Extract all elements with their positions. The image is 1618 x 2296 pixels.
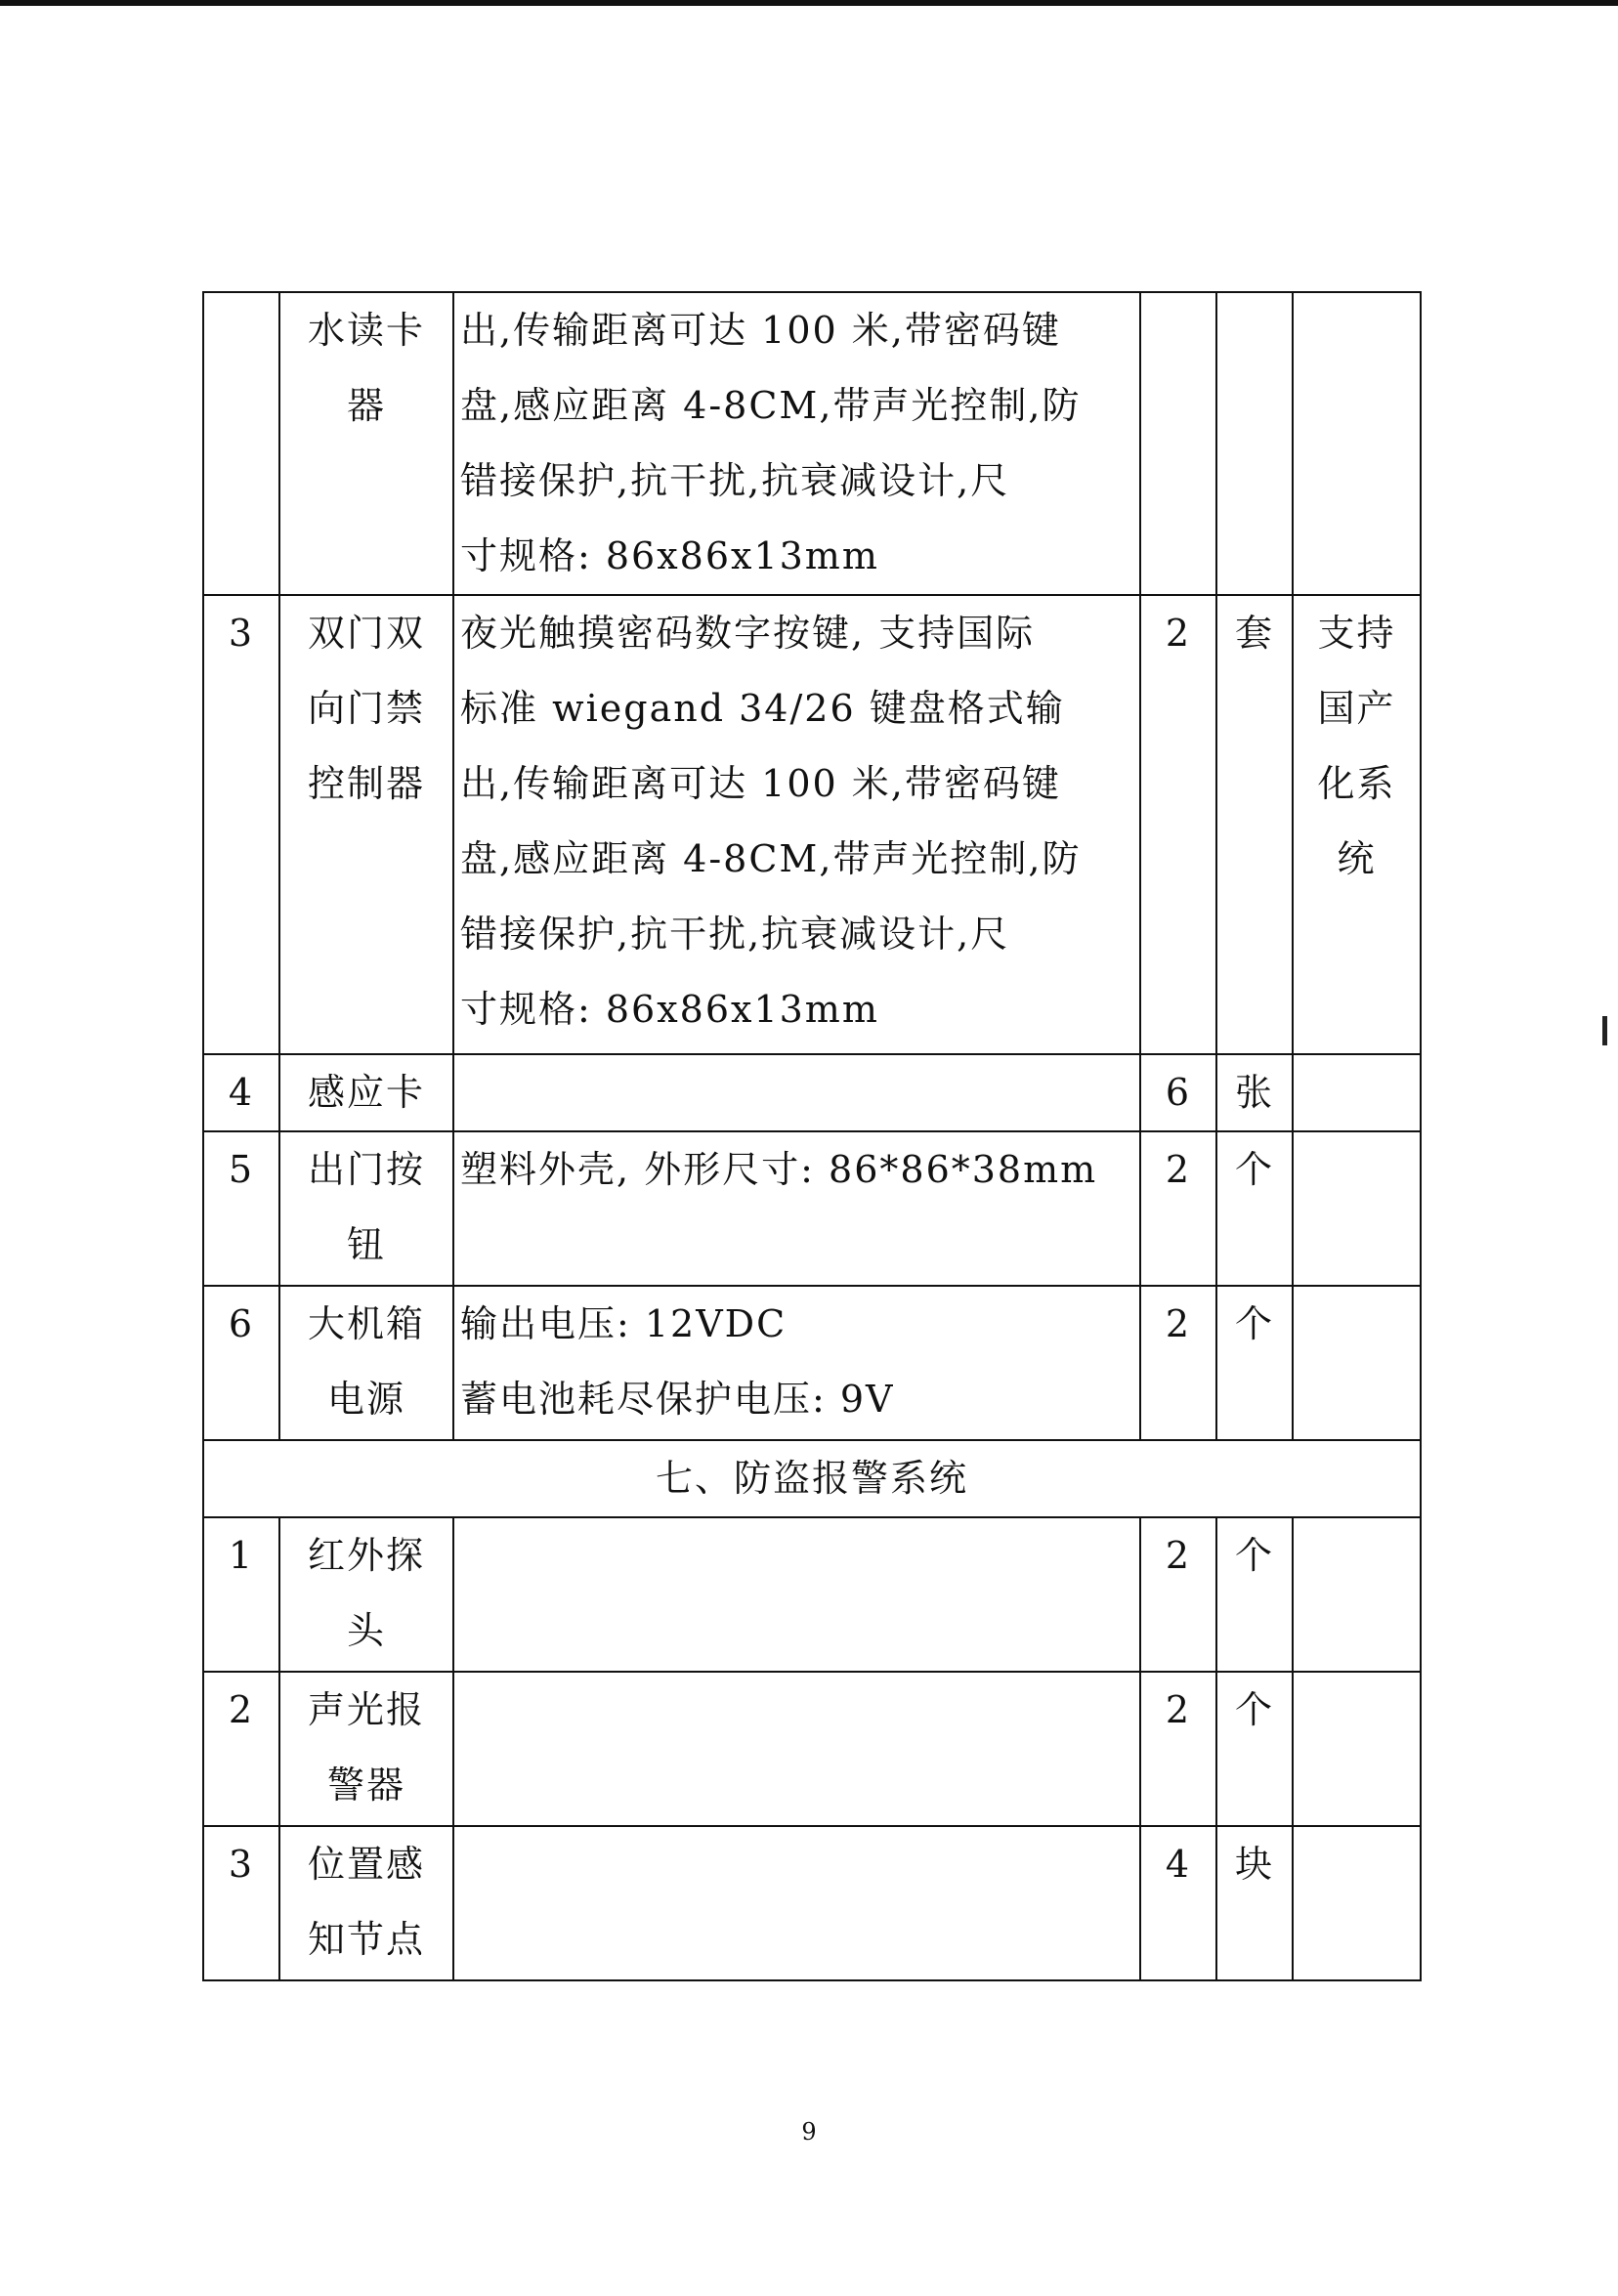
quantity-cell: 2 — [1140, 1131, 1216, 1286]
text-line: 出,传输距离可达 100 米,带密码键 — [460, 309, 1061, 352]
unit-cell: 个 — [1216, 1131, 1293, 1286]
item-name-cell — [279, 292, 453, 595]
text-line: 器 — [346, 384, 386, 427]
section-title: 七、防盗报警系统 — [203, 1440, 1421, 1517]
section-row — [203, 1440, 1421, 1517]
text-line: 知节点 — [307, 1918, 425, 1961]
item-name-cell — [279, 1517, 453, 1672]
quantity-cell: 2 — [1140, 595, 1216, 1054]
quantity-cell: 6 — [1140, 1054, 1216, 1131]
item-spec-cell — [453, 1054, 1140, 1131]
remark-cell — [1293, 1826, 1421, 1980]
text-line: 向门禁 — [307, 687, 425, 730]
text-line: 寸规格: 86x86x13mm — [460, 534, 879, 577]
quantity-cell: 2 — [1140, 1672, 1216, 1826]
item-name-cell — [279, 1131, 453, 1286]
item-name-cell — [279, 1672, 453, 1826]
text-line: 塑料外壳, 外形尺寸: 86*86*38mm — [460, 1148, 1098, 1191]
item-spec-cell — [453, 1672, 1140, 1826]
item-spec-cell — [453, 595, 1140, 1054]
text-line: 控制器 — [307, 762, 425, 805]
text-line: 大机箱 — [307, 1302, 425, 1345]
text-line: 水读卡 — [307, 309, 425, 352]
table-row — [203, 1517, 1421, 1672]
item-spec-cell — [453, 1131, 1140, 1286]
quantity-cell — [1140, 292, 1216, 595]
text-line: 错接保护,抗干扰,抗衰减设计,尺 — [460, 913, 1010, 956]
text-line: 寸规格: 86x86x13mm — [460, 988, 879, 1031]
text-line: 夜光触摸密码数字按键, 支持国际 — [460, 612, 1036, 655]
item-number-cell: 3 — [203, 1826, 279, 1980]
text-line: 位置感 — [307, 1843, 425, 1886]
item-name-cell — [279, 595, 453, 1054]
item-spec-cell — [453, 1826, 1140, 1980]
top-rule — [0, 0, 1618, 6]
item-spec-cell — [453, 1517, 1140, 1672]
text-line: 统 — [1337, 837, 1377, 880]
table-row — [203, 1131, 1421, 1286]
item-number-cell: 1 — [203, 1517, 279, 1672]
remark-cell — [1293, 1131, 1421, 1286]
remark-cell — [1293, 1672, 1421, 1826]
item-name-cell — [279, 1054, 453, 1131]
text-line: 错接保护,抗干扰,抗衰减设计,尺 — [460, 459, 1010, 502]
table-row — [203, 1826, 1421, 1980]
table-body — [203, 292, 1421, 1980]
text-line: 国产 — [1317, 687, 1396, 730]
text-line: 感应卡 — [307, 1071, 425, 1114]
table-row — [203, 1054, 1421, 1131]
table-row — [203, 1672, 1421, 1826]
text-line: 出门按 — [307, 1148, 425, 1191]
text-line: 标准 wiegand 34/26 键盘格式输 — [460, 687, 1065, 730]
remark-cell — [1293, 1054, 1421, 1131]
text-line: 出,传输距离可达 100 米,带密码键 — [460, 762, 1061, 805]
item-name-cell — [279, 1286, 453, 1440]
text-line: 声光报 — [307, 1688, 425, 1731]
text-line: 蓄电池耗尽保护电压: 9V — [460, 1378, 895, 1421]
equipment-table — [202, 291, 1422, 1981]
text-line: 钮 — [346, 1223, 386, 1266]
unit-cell: 张 — [1216, 1054, 1293, 1131]
item-spec-cell — [453, 1286, 1140, 1440]
quantity-cell: 4 — [1140, 1826, 1216, 1980]
remark-cell — [1293, 1517, 1421, 1672]
table-row — [203, 1286, 1421, 1440]
unit-cell — [1216, 292, 1293, 595]
text-line: 支持 — [1317, 612, 1396, 655]
text-line: 警器 — [326, 1764, 405, 1807]
unit-cell: 块 — [1216, 1826, 1293, 1980]
text-line: 双门双 — [307, 612, 425, 655]
remark-cell — [1293, 292, 1421, 595]
remark-cell — [1293, 1286, 1421, 1440]
item-spec-cell — [453, 292, 1140, 595]
item-number-cell — [203, 292, 279, 595]
text-line: 输出电压: 12VDC — [460, 1302, 788, 1345]
table-row — [203, 292, 1421, 595]
item-number-cell: 2 — [203, 1672, 279, 1826]
text-line: 化系 — [1317, 762, 1396, 805]
text-line: 头 — [346, 1609, 386, 1652]
text-line: 盘,感应距离 4-8CM,带声光控制,防 — [460, 384, 1082, 427]
text-line: 电源 — [326, 1378, 405, 1421]
quantity-cell: 2 — [1140, 1286, 1216, 1440]
page-number: 9 — [801, 2118, 817, 2146]
item-number-cell: 3 — [203, 595, 279, 1054]
unit-cell: 个 — [1216, 1286, 1293, 1440]
text-line: 盘,感应距离 4-8CM,带声光控制,防 — [460, 837, 1082, 880]
item-number-cell: 5 — [203, 1131, 279, 1286]
unit-cell: 套 — [1216, 595, 1293, 1054]
item-name-cell — [279, 1826, 453, 1980]
text-line: 红外探 — [307, 1534, 425, 1577]
quantity-cell: 2 — [1140, 1517, 1216, 1672]
unit-cell: 个 — [1216, 1517, 1293, 1672]
item-number-cell: 6 — [203, 1286, 279, 1440]
item-number-cell: 4 — [203, 1054, 279, 1131]
unit-cell: 个 — [1216, 1672, 1293, 1826]
remark-cell — [1293, 595, 1421, 1054]
table-row — [203, 595, 1421, 1054]
margin-mark — [1602, 1016, 1607, 1045]
